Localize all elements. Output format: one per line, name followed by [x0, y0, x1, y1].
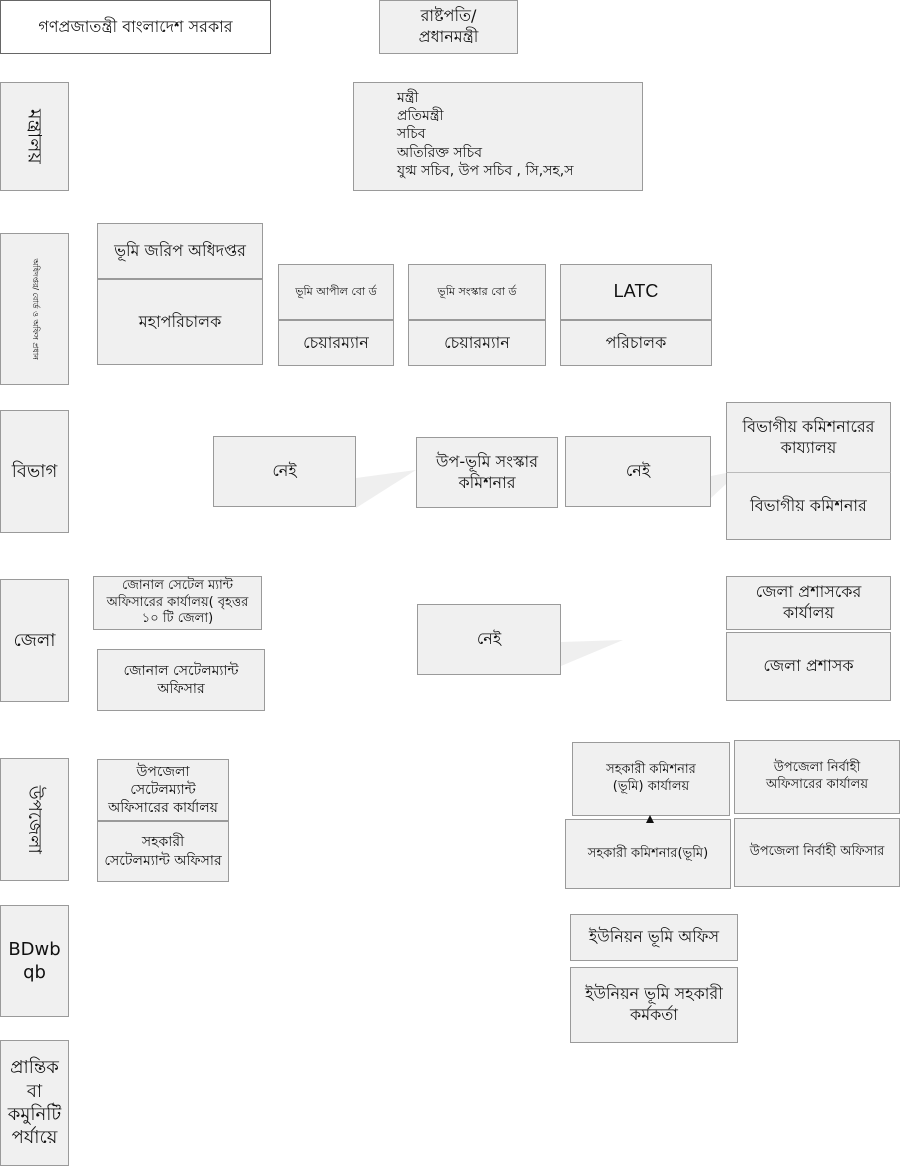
row-label-ministry-text: মন্ত্রালয় — [23, 109, 46, 164]
divisional-commissioner-office-box — [726, 402, 891, 472]
ministry-official-item: প্রতিমন্ত্রী — [397, 108, 444, 125]
up-arrow-icon — [645, 814, 655, 824]
latc-director-box — [560, 320, 712, 366]
divisional-commissioner-office-text: বিভাগীয় কমিশনারের কায্যালয় — [742, 416, 875, 457]
row-label-district-text: জেলা — [13, 629, 56, 651]
ministry-official-item: অতিরিক্ত সচিব — [397, 144, 482, 161]
row-label-division-text: বিভাগ — [11, 460, 58, 482]
row-label-directorate-text: অধিদপ্তর/ বোর্ড ও অফিস প্রধান — [30, 258, 40, 360]
latc-box — [560, 264, 712, 320]
row-label-upazila-text: উপজেলা — [24, 785, 46, 854]
district-none-box — [417, 604, 561, 675]
district-none-text: নেই — [476, 629, 502, 649]
survey-directorate-text: ভূমি জরিপ অধিদপ্তর — [114, 240, 246, 260]
upazila-settlement-office-text: উপজেলা সেটেলম্যান্ট অফিসারের কার্যালয় — [108, 763, 218, 817]
union-land-office-text: ইউনিয়ন ভূমি অফিস — [588, 927, 720, 947]
row-label-upazila — [0, 758, 69, 881]
union-land-office-box — [570, 914, 738, 961]
deputy-commissioner-text: জেলা প্রশাসক — [763, 656, 854, 676]
appeal-board-chairman-text: চেয়ারম্যান — [303, 332, 369, 352]
upazila-settlement-office-box — [97, 759, 229, 821]
ministry-officials-box — [353, 82, 643, 191]
ministry-official-item: সচিব — [397, 126, 426, 143]
ac-land-office-text: সহকারী কমিশনার (ভূমি) কার্যালয় — [606, 762, 696, 794]
division-none-box-1 — [213, 436, 356, 507]
zonal-settlement-office-box — [93, 576, 262, 630]
division-connector-1 — [356, 470, 416, 510]
ministry-officials-list — [397, 89, 573, 180]
row-label-community — [0, 1040, 69, 1166]
appeal-board-chairman-box — [278, 320, 394, 366]
land-appeal-board-text: ভূমি আপীল বো র্ড — [295, 284, 377, 298]
ac-land-box — [565, 819, 731, 889]
row-label-district — [0, 579, 69, 702]
land-reform-board-box — [408, 264, 546, 320]
land-appeal-board-box — [278, 264, 394, 320]
president-pm-text: রাষ্টপতি/ প্রধানমন্ত্রী — [418, 6, 479, 46]
division-none-text-2: নেই — [625, 461, 651, 481]
survey-directorate-box — [97, 223, 263, 279]
division-none-box-2 — [565, 436, 711, 507]
uno-text: উপজেলা নির্বাহী অফিসার — [749, 844, 885, 860]
reform-board-chairman-text: চেয়ারম্যান — [444, 332, 510, 352]
row-label-ministry — [0, 82, 69, 191]
zonal-settlement-officer-text: জোনাল সেটেলম্যান্ট অফিসার — [123, 662, 239, 697]
ac-land-text: সহকারী কমিশনার(ভূমি) — [587, 845, 709, 861]
divisional-commissioner-text: বিভাগীয় কমিশনার — [750, 495, 867, 515]
divisional-commissioner-box — [726, 472, 891, 540]
ministry-official-item: যুগ্ম সচিব, উপ সচিব , সি,সহ,স — [397, 162, 574, 179]
deputy-land-reform-commissioner-text: উপ-ভূমি সংস্কার কমিশনার — [436, 451, 538, 492]
deputy-commissioner-box — [726, 632, 891, 701]
ministry-official-item: মন্ত্রী — [397, 90, 419, 106]
dc-office-text: জেলা প্রশাসকের কার্যালয় — [755, 582, 862, 622]
row-label-community-text: প্রান্তিক বা কমুনিটি পর্যায়ে — [7, 1057, 62, 1149]
ac-land-office-box — [572, 742, 730, 816]
union-land-assistant-text: ইউনিয়ন ভূমি সহকারী কর্মকর্তা — [585, 984, 723, 1024]
uno-office-text: উপজেলা নির্বাহী অফিসারের কার্যালয় — [766, 760, 868, 792]
zonal-settlement-officer-box — [97, 649, 265, 711]
director-general-text: মহাপরিচালক — [138, 311, 222, 331]
latc-director-text: পরিচালক — [605, 332, 667, 352]
division-none-text-1: নেই — [272, 461, 297, 481]
uno-box — [734, 818, 900, 887]
zonal-settlement-office-text: জোনাল সেটেল ম্যান্ট অফিসারের কার্যালয়( বৃহত্তর ১০ টি জেলা) — [106, 577, 249, 627]
director-general-box — [97, 279, 263, 365]
uno-office-box — [734, 740, 900, 814]
row-label-directorate — [0, 233, 69, 385]
union-land-assistant-box — [570, 967, 738, 1043]
row-label-union-text: BDwb qb — [8, 938, 61, 983]
latc-text: LATC — [613, 281, 659, 302]
deputy-land-reform-commissioner-box — [416, 437, 558, 508]
land-reform-board-text: ভূমি সংস্কার বো র্ড — [437, 284, 517, 298]
asst-settlement-officer-box — [97, 821, 229, 882]
president-pm-box — [379, 0, 518, 54]
government-title-text: গণপ্রজাতন্ত্রী বাংলাদেশ সরকার — [38, 16, 233, 36]
government-title — [0, 0, 271, 54]
row-label-division — [0, 410, 69, 533]
row-label-union — [0, 905, 69, 1017]
district-connector — [561, 640, 623, 670]
asst-settlement-officer-text: সহকারী সেটেলম্যান্ট অফিসার — [104, 834, 222, 869]
dc-office-box — [726, 576, 891, 630]
reform-board-chairman-box — [408, 320, 546, 366]
